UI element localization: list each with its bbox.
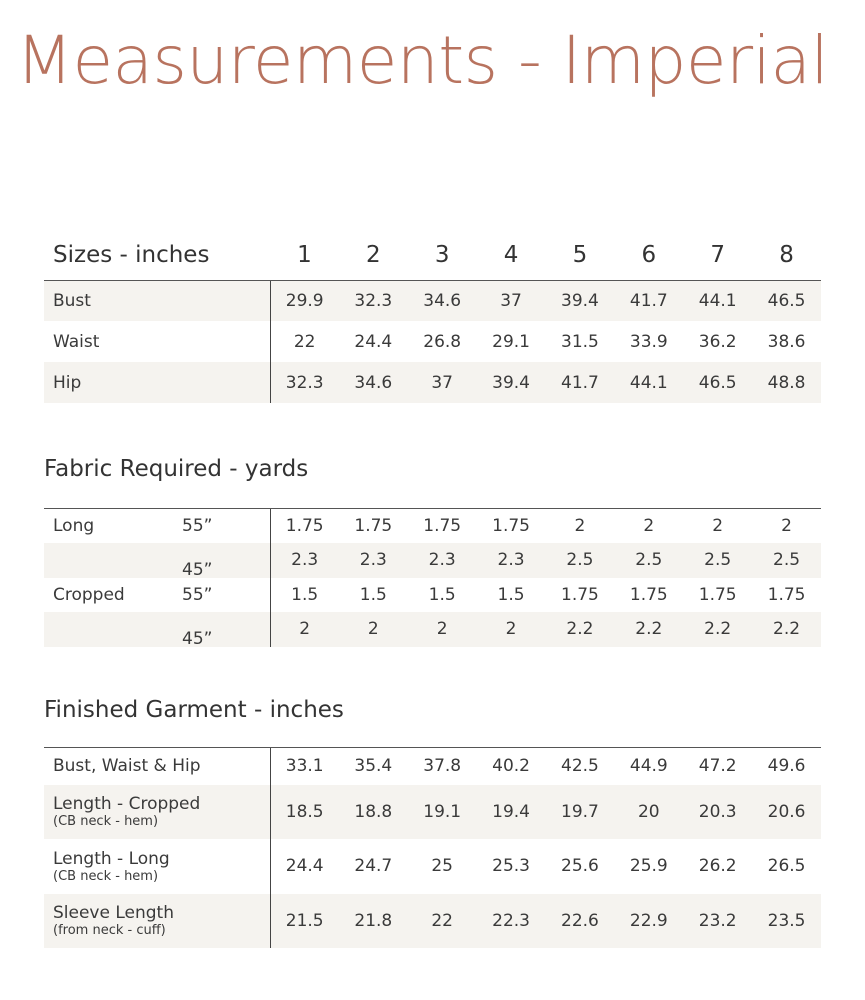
value-cell: 1.75 — [408, 509, 477, 544]
value-cell: 24.4 — [354, 331, 393, 352]
finished-garment-table — [44, 747, 821, 948]
value-cell: 49.6 — [752, 748, 821, 785]
row-label: Waist — [53, 331, 100, 352]
value-cell: 26.8 — [423, 331, 462, 352]
value-cell: 21.8 — [339, 894, 408, 949]
fabric-required-table — [44, 508, 821, 650]
value-cell: 37 — [477, 280, 546, 321]
value-cell: 26.5 — [767, 856, 806, 877]
row-label — [44, 543, 270, 581]
table-row — [44, 543, 821, 578]
value-cell: 36.2 — [698, 331, 737, 352]
sizes-header-row — [44, 230, 821, 280]
value-cell: 22 — [408, 894, 477, 949]
value-cell: 46.5 — [683, 362, 752, 403]
value-cell: 2.3 — [270, 543, 339, 578]
value-cell: 29.9 — [270, 280, 339, 321]
value-cell: 23.2 — [683, 894, 752, 949]
size-header-cell: 4 — [503, 241, 519, 268]
garment-label: Bust, Waist & Hip — [53, 756, 201, 777]
table-row — [44, 894, 821, 949]
value-cell: 24.4 — [270, 839, 339, 894]
value-cell: 2.3 — [477, 543, 546, 578]
table-row — [44, 578, 821, 613]
value-cell: 2 — [683, 509, 752, 544]
value-cell: 44.1 — [614, 362, 683, 403]
value-cell: 20 — [614, 785, 683, 840]
table-row — [44, 785, 821, 840]
value-cell: 1.75 — [767, 584, 806, 605]
value-cell: 2.2 — [546, 612, 615, 647]
row-label — [44, 509, 270, 544]
row-label — [44, 839, 270, 894]
value-cell: 32.3 — [339, 280, 408, 321]
fabric-width-label: 45” — [182, 629, 213, 650]
value-cell: 1.75 — [629, 584, 668, 605]
value-cell: 1.75 — [270, 509, 339, 544]
table-row — [44, 612, 821, 647]
size-header-cell: 7 — [710, 241, 725, 268]
value-cell: 2.5 — [546, 543, 615, 578]
value-cell: 25.9 — [629, 856, 668, 877]
value-cell: 25.3 — [492, 856, 530, 877]
value-cell: 2.5 — [752, 543, 821, 578]
table-row — [44, 280, 821, 321]
value-cell: 22.6 — [546, 894, 615, 949]
value-cell: 2 — [408, 612, 477, 647]
size-header-cell: 3 — [434, 241, 450, 268]
value-cell: 26.2 — [698, 856, 737, 877]
value-cell: 25.6 — [561, 856, 599, 877]
value-cell: 1.5 — [497, 584, 525, 605]
value-cell: 40.2 — [477, 748, 546, 785]
value-cell: 2.5 — [683, 543, 752, 578]
value-cell: 48.8 — [752, 362, 821, 403]
size-header-cell: 6 — [641, 241, 657, 268]
value-cell: 47.2 — [683, 748, 752, 785]
size-header-cell: 1 — [297, 241, 312, 268]
row-label: Hip — [44, 362, 270, 403]
size-header-cell: 5 — [572, 241, 588, 268]
garment-note: (CB neck - hem) — [53, 868, 159, 884]
value-cell: 1.75 — [561, 584, 599, 605]
value-cell: 19.7 — [546, 785, 615, 840]
row-label — [44, 612, 270, 650]
value-cell: 22.9 — [614, 894, 683, 949]
row-label — [44, 785, 270, 840]
table-row — [44, 839, 821, 894]
value-cell: 2.2 — [614, 612, 683, 647]
value-cell: 18.5 — [270, 785, 339, 840]
table-row — [44, 748, 821, 785]
value-cell: 29.1 — [492, 331, 530, 352]
size-header-cell: 8 — [779, 241, 794, 268]
table-row — [44, 362, 821, 403]
fabric-width-label: 55” — [182, 584, 213, 605]
table-row — [44, 509, 821, 544]
value-cell: 2 — [270, 612, 339, 647]
row-label — [44, 748, 270, 785]
value-cell: 2.2 — [683, 612, 752, 647]
value-cell: 33.1 — [270, 748, 339, 785]
value-cell: 41.7 — [614, 280, 683, 321]
value-cell: 2 — [546, 509, 615, 544]
garment-label: Sleeve Length — [53, 903, 174, 924]
value-cell: 41.7 — [546, 362, 615, 403]
value-cell: 33.9 — [629, 331, 668, 352]
value-cell: 20.6 — [752, 785, 821, 840]
table-row — [44, 321, 821, 362]
value-cell: 2.3 — [339, 543, 408, 578]
value-cell: 21.5 — [270, 894, 339, 949]
sizes-header-label: Sizes - inches — [53, 241, 210, 268]
value-cell: 34.6 — [408, 280, 477, 321]
garment-note: (CB neck - hem) — [53, 814, 159, 830]
body-measurements-table — [44, 230, 821, 403]
value-cell: 34.6 — [339, 362, 408, 403]
size-header-cell: 2 — [365, 241, 381, 268]
page-title: Measurements - Imperial — [16, 22, 829, 99]
value-cell: 2.2 — [752, 612, 821, 647]
value-cell: 1.5 — [428, 584, 456, 605]
row-label: Bust — [44, 280, 270, 321]
fabric-width-label: 55” — [182, 516, 213, 536]
row-label — [44, 578, 270, 613]
value-cell: 46.5 — [752, 280, 821, 321]
garment-label: Length - Long — [53, 848, 170, 869]
value-cell: 35.4 — [339, 748, 408, 785]
value-cell: 44.9 — [614, 748, 683, 785]
value-cell: 18.8 — [339, 785, 408, 840]
value-cell: 1.5 — [270, 578, 339, 613]
value-cell: 20.3 — [683, 785, 752, 840]
value-cell: 2 — [477, 612, 546, 647]
value-cell: 2 — [752, 509, 821, 544]
value-cell: 44.1 — [683, 280, 752, 321]
fabric-section-title: Fabric Required - yards — [44, 456, 309, 482]
garment-note: (from neck - cuff) — [53, 923, 166, 939]
value-cell: 19.4 — [477, 785, 546, 840]
value-cell: 39.4 — [477, 362, 546, 403]
fabric-style-label: Long — [53, 516, 95, 536]
fabric-width-label: 45” — [182, 560, 213, 581]
value-cell: 1.75 — [339, 509, 408, 544]
value-cell: 1.5 — [359, 584, 387, 605]
value-cell: 39.4 — [546, 280, 615, 321]
value-cell: 1.75 — [698, 584, 737, 605]
fabric-style-label: Cropped — [53, 584, 125, 605]
value-cell: 23.5 — [752, 894, 821, 949]
value-cell: 22 — [270, 321, 339, 362]
value-cell: 42.5 — [546, 748, 615, 785]
value-cell: 25 — [431, 856, 453, 877]
value-cell: 1.75 — [477, 509, 546, 544]
value-cell: 2.3 — [408, 543, 477, 578]
value-cell: 2 — [614, 509, 683, 544]
value-cell: 37.8 — [408, 748, 477, 785]
value-cell: 2.5 — [614, 543, 683, 578]
value-cell: 31.5 — [561, 331, 599, 352]
value-cell: 38.6 — [767, 331, 806, 352]
garment-label: Length - Cropped — [53, 794, 201, 815]
value-cell: 19.1 — [408, 785, 477, 840]
value-cell: 24.7 — [354, 856, 393, 877]
value-cell: 37 — [408, 362, 477, 403]
value-cell: 32.3 — [270, 362, 339, 403]
value-cell: 22.3 — [477, 894, 546, 949]
row-label — [44, 894, 270, 949]
garment-section-title: Finished Garment - inches — [44, 697, 344, 723]
value-cell: 2 — [339, 612, 408, 647]
